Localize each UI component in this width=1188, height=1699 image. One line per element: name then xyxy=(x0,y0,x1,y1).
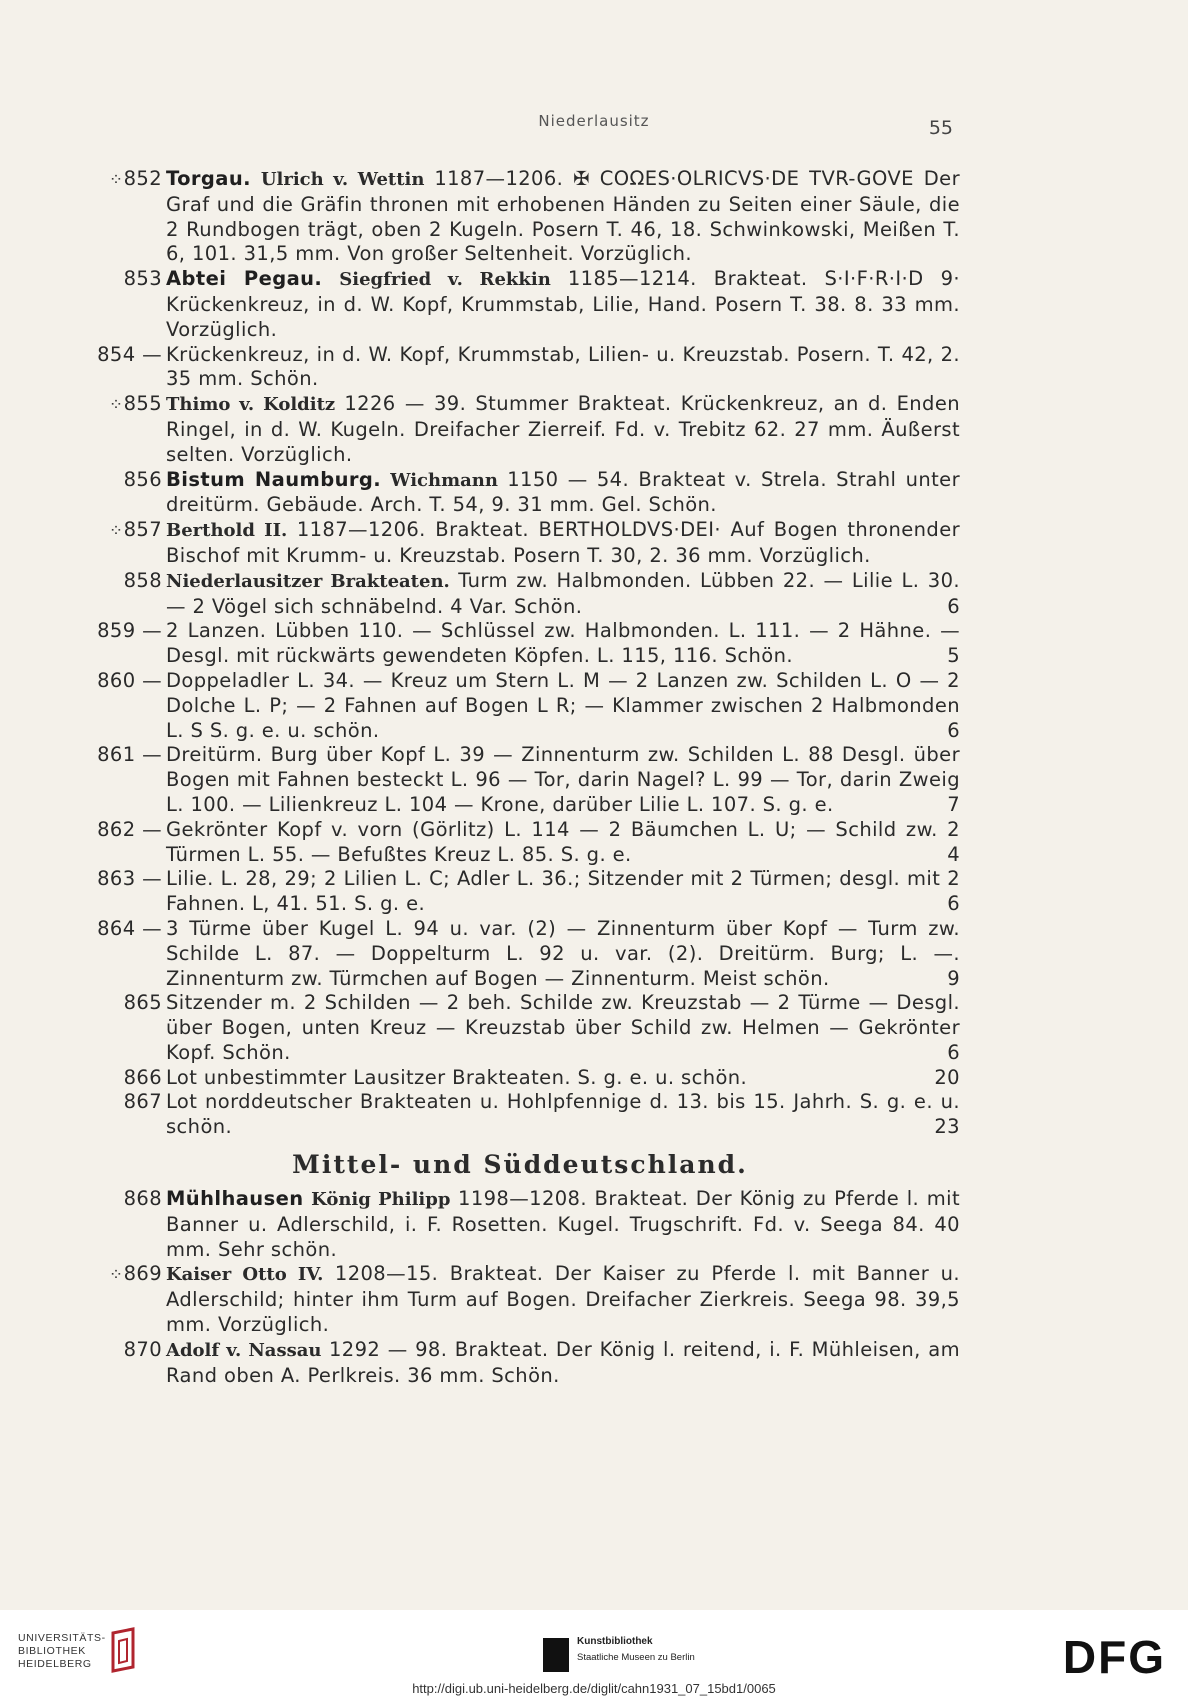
catalogue-entry xyxy=(80,518,960,569)
entry-number xyxy=(80,743,162,768)
kunstbibliothek-logo[interactable] xyxy=(543,1634,743,1674)
entry-description: Lilie. L. 28, 29; 2 Lilien L. C; Adler L. 36.; Sitzender mit 2 Türmen; desgl. mit 2 Fahnen. L, 41. 51. S. g. e. xyxy=(166,867,960,916)
catalogue-entry xyxy=(80,1187,960,1262)
kb-line2: Staatliche Museen zu Berlin xyxy=(577,1652,695,1663)
catalogue-entry xyxy=(80,669,960,743)
entry-description: 1185—1214. Brakteat. S·I·F·R·I·D 9· Krückenkreuz, in d. W. Kopf, Krummstab, Lilie, Hand. Posern T. 38. 8. 33 mm. Vorzüglich. xyxy=(166,267,960,341)
entry-number-text: 867 xyxy=(123,1090,162,1114)
rarity-star-icon: ⁘ xyxy=(108,170,124,190)
catalogue-entry xyxy=(80,468,960,519)
entry-number xyxy=(80,167,162,193)
entry-number xyxy=(80,867,162,892)
entry-ruler: Siegfried v. Rekkin xyxy=(339,269,551,291)
entry-number xyxy=(80,1090,162,1115)
catalogue-entry xyxy=(80,267,960,342)
footer-bar xyxy=(0,1610,1188,1699)
entry-price: 6 xyxy=(947,594,960,618)
university-mark-icon xyxy=(103,1627,141,1675)
entry-description: Lot unbestimmter Lausitzer Brakteaten. S. g. e. u. schön. xyxy=(166,1065,748,1089)
entry-location: Torgau. xyxy=(166,167,251,190)
entry-description: Sitzender m. 2 Schilden — 2 beh. Schilde zw. Kreuzstab — 2 Türme — Desgl. über Bogen, unten Kreuz — Kreuzstab über Schild zw. Helmen — Gekrönter Kopf. Schön. xyxy=(166,991,960,1064)
catalogue-entry xyxy=(80,1262,960,1337)
entry-location: Bistum Naumburg. xyxy=(166,467,382,491)
entry-price: 6 xyxy=(947,1040,960,1064)
entry-number xyxy=(80,392,162,418)
entry-ruler: Berthold II. xyxy=(166,520,288,542)
entry-price: 7 xyxy=(947,792,960,816)
entry-description: Turm zw. Halbmonden. Lübben 22. — Lilie L. 30. — 2 Vögel sich schnäbelnd. 4 Var. Schön. xyxy=(166,568,960,618)
entry-price: 4 xyxy=(947,842,960,866)
entry-number xyxy=(80,991,162,1016)
entry-number-text: 861 — xyxy=(97,743,162,767)
entry-number xyxy=(80,343,162,368)
entry-description: Dreitürm. Burg über Kopf L. 39 — Zinnenturm zw. Schilden L. 88 Desgl. über Bogen mit Fahnen besteckt L. 96 — Tor, darin Nagel? L. 99 — Tor, darin Zweig L. 100. — Lilienkreuz L. 104 — Krone, darüber Lilie L. 107. S. g. e. xyxy=(166,743,960,816)
entry-number-text: 868 xyxy=(123,1187,162,1211)
catalogue-entry xyxy=(80,743,960,817)
entry-description: Lot norddeutscher Brakteaten u. Hohlpfennige d. 13. bis 15. Jahrh. S. g. e. u. schön. xyxy=(166,1090,960,1139)
kunstbibliothek-icon xyxy=(543,1638,569,1672)
catalogue-entries xyxy=(80,167,960,1388)
entries-before-section xyxy=(80,167,960,1140)
entry-number-text: 863 — xyxy=(97,867,162,891)
rarity-star-icon: ⁘ xyxy=(108,1265,124,1286)
entry-number xyxy=(80,669,162,694)
catalogue-entry xyxy=(80,1338,960,1389)
entry-number-text: 866 xyxy=(123,1065,162,1089)
catalogue-entry xyxy=(80,569,960,620)
entry-location: Mühlhausen xyxy=(166,1187,304,1211)
entry-description: 2 Lanzen. Lübben 110. — Schlüssel zw. Halbmonden. L. 111. — 2 Hähne. — Desgl. mit rückwärts gewendeten Köpfen. L. 115, 116. Schön. xyxy=(166,619,960,668)
entry-description: 1187—1206. ✠ COΩES·OLRICVS·DE TVR-GOVE Der Graf und die Gräfin thronen mit erhobenen Händen zu Seiten einer Säule, die 2 Rundbogen trägt, oben 2 Kugeln. Posern T. 46, 18. Schwinkowski, Meißen T. 6, 101. 31,5 mm. Von großer Seltenheit. Vorzüglich. xyxy=(166,167,960,266)
uni-logo-line1: UNIVERSITÄTS- xyxy=(18,1632,106,1644)
catalogue-entry xyxy=(80,1090,960,1140)
section-title: Mittel- und Süddeutschland. xyxy=(292,1150,748,1180)
catalogue-entry xyxy=(80,917,960,991)
uni-logo-line3: HEIDELBERG xyxy=(18,1658,92,1670)
entry-description: 1226 — 39. Stummer Brakteat. Krückenkreuz, an d. Enden Ringel, in d. W. Kugeln. Dreifacher Zierreif. Fd. v. Trebitz 62. 27 mm. Äußerst selten. Vorzüglich. xyxy=(166,392,960,466)
entry-number xyxy=(80,619,162,644)
entry-price: 23 xyxy=(934,1115,960,1139)
entry-number xyxy=(80,1338,162,1363)
rarity-star-icon: ⁘ xyxy=(108,521,124,542)
entry-number xyxy=(80,468,162,493)
entry-number xyxy=(80,1187,162,1212)
entry-description: 1198—1208. Brakteat. Der König zu Pferde l. mit Banner u. Adlerschild, i. F. Rosetten. Kugel. Trugschrift. Fd. v. Seega 84. 40 mm. Sehr schön. xyxy=(166,1187,960,1261)
entry-price: 6 xyxy=(947,718,960,742)
catalogue-entry xyxy=(80,392,960,467)
entry-number xyxy=(80,267,162,292)
catalogue-entry xyxy=(80,167,960,267)
entry-ruler: Niederlausitzer Brakteaten. xyxy=(166,570,450,592)
entry-description: 1292 — 98. Brakteat. Der König l. reitend, i. F. Mühleisen, am Rand oben A. Perlkreis. 36 mm. Schön. xyxy=(166,1337,960,1387)
entry-number-text: 855 xyxy=(123,392,162,416)
entry-ruler: König Philipp xyxy=(311,1189,451,1211)
entry-description: Doppeladler L. 34. — Kreuz um Stern L. M — 2 Lanzen zw. Schilden L. O — 2 Dolche L. P; — 2 Fahnen auf Bogen L R; — Klammer zwischen 2 Halbmonden L. S S. g. e. u. schön. xyxy=(166,668,960,742)
entry-ruler: Ulrich v. Wettin xyxy=(260,169,425,190)
kb-line1: Kunstbibliothek xyxy=(577,1636,653,1647)
catalogue-entry xyxy=(80,818,960,868)
entry-price: 9 xyxy=(947,966,960,990)
running-title: Niederlausitz xyxy=(538,112,650,130)
entry-number-text: 870 xyxy=(123,1337,162,1361)
entry-number xyxy=(80,818,162,843)
entry-number-text: 858 xyxy=(123,568,162,592)
source-url[interactable]: http://digi.ub.uni-heidelberg.de/diglit/cahn1931_07_15bd1/0065 xyxy=(412,1681,776,1696)
entry-number-text: 864 — xyxy=(97,916,162,940)
catalogue-entry xyxy=(80,619,960,669)
entry-number xyxy=(80,917,162,942)
entry-number-text: 857 xyxy=(123,518,162,542)
entry-ruler: Thimo v. Kolditz xyxy=(166,394,336,416)
entry-ruler: Wichmann xyxy=(390,469,498,491)
catalogue-entry xyxy=(80,1066,960,1091)
entry-description: Krückenkreuz, in d. W. Kopf, Krummstab, Lilien- u. Kreuzstab. Posern. T. 42, 2. 35 mm. Schön. xyxy=(166,342,960,391)
entry-number-text: 854 — xyxy=(97,342,162,366)
entry-price: 5 xyxy=(947,644,960,668)
entry-ruler: Adolf v. Nassau xyxy=(166,1339,322,1361)
entry-price: 20 xyxy=(934,1065,960,1089)
dfg-logo[interactable]: DFG xyxy=(1062,1631,1166,1683)
entries-after-section xyxy=(80,1187,960,1388)
entry-number-text: 852 xyxy=(123,167,162,190)
entry-number-text: 862 — xyxy=(97,817,162,841)
entry-location: Abtei Pegau. xyxy=(166,267,323,291)
entry-number xyxy=(80,1066,162,1091)
entry-number-text: 856 xyxy=(123,467,162,491)
entry-number-text: 860 — xyxy=(97,668,162,692)
catalogue-entry xyxy=(80,343,960,393)
entry-description: 1208—15. Brakteat. Der Kaiser zu Pferde l. mit Banner u. Adlerschild; hinter ihm Turm auf Bogen. Dreifacher Zierkreis. Seega 98. 39,5 mm. Vorzüglich. xyxy=(166,1262,960,1337)
uni-logo-line2: BIBLIOTHEK xyxy=(18,1645,86,1657)
catalogue-entry xyxy=(80,867,960,917)
entry-description: 3 Türme über Kugel L. 94 u. var. (2) — Zinnenturm über Kopf — Turm zw. Schilde L. 87. — Doppelturm L. 92 u. var. (2). Dreitürm. Burg; L. —. Zinnenturm zw. Türmchen auf Bogen — Zinnenturm. Meist schön. xyxy=(166,916,960,990)
rarity-star-icon: ⁘ xyxy=(108,395,124,416)
entry-description: 1187—1206. Brakteat. BERTHOLDVS·DEI· Auf Bogen thronender Bischof mit Krumm- u. Kreuzstab. Posern T. 30, 2. 36 mm. Vorzüglich. xyxy=(166,518,961,567)
entry-ruler: Kaiser Otto IV. xyxy=(166,1264,324,1286)
entry-price: 6 xyxy=(947,892,960,916)
catalogue-entry xyxy=(80,991,960,1065)
entry-number-text: 853 xyxy=(123,267,162,291)
page-number: 55 xyxy=(928,117,953,139)
entry-description: Gekrönter Kopf v. vorn (Görlitz) L. 114 — 2 Bäumchen L. U; — Schild zw. 2 Türmen L. 55. — Befußtes Kreuz L. 85. S. g. e. xyxy=(166,817,960,866)
entry-number-text: 865 xyxy=(123,991,162,1015)
entry-number-text: 859 — xyxy=(97,619,162,643)
entry-number xyxy=(80,518,162,544)
entry-number-text: 869 xyxy=(123,1262,162,1286)
entry-description: 1150 — 54. Brakteat v. Strela. Strahl unter dreitürm. Gebäude. Arch. T. 54, 9. 31 mm. Gel. Schön. xyxy=(166,467,960,517)
entry-number xyxy=(80,1262,162,1288)
entry-number xyxy=(80,569,162,594)
